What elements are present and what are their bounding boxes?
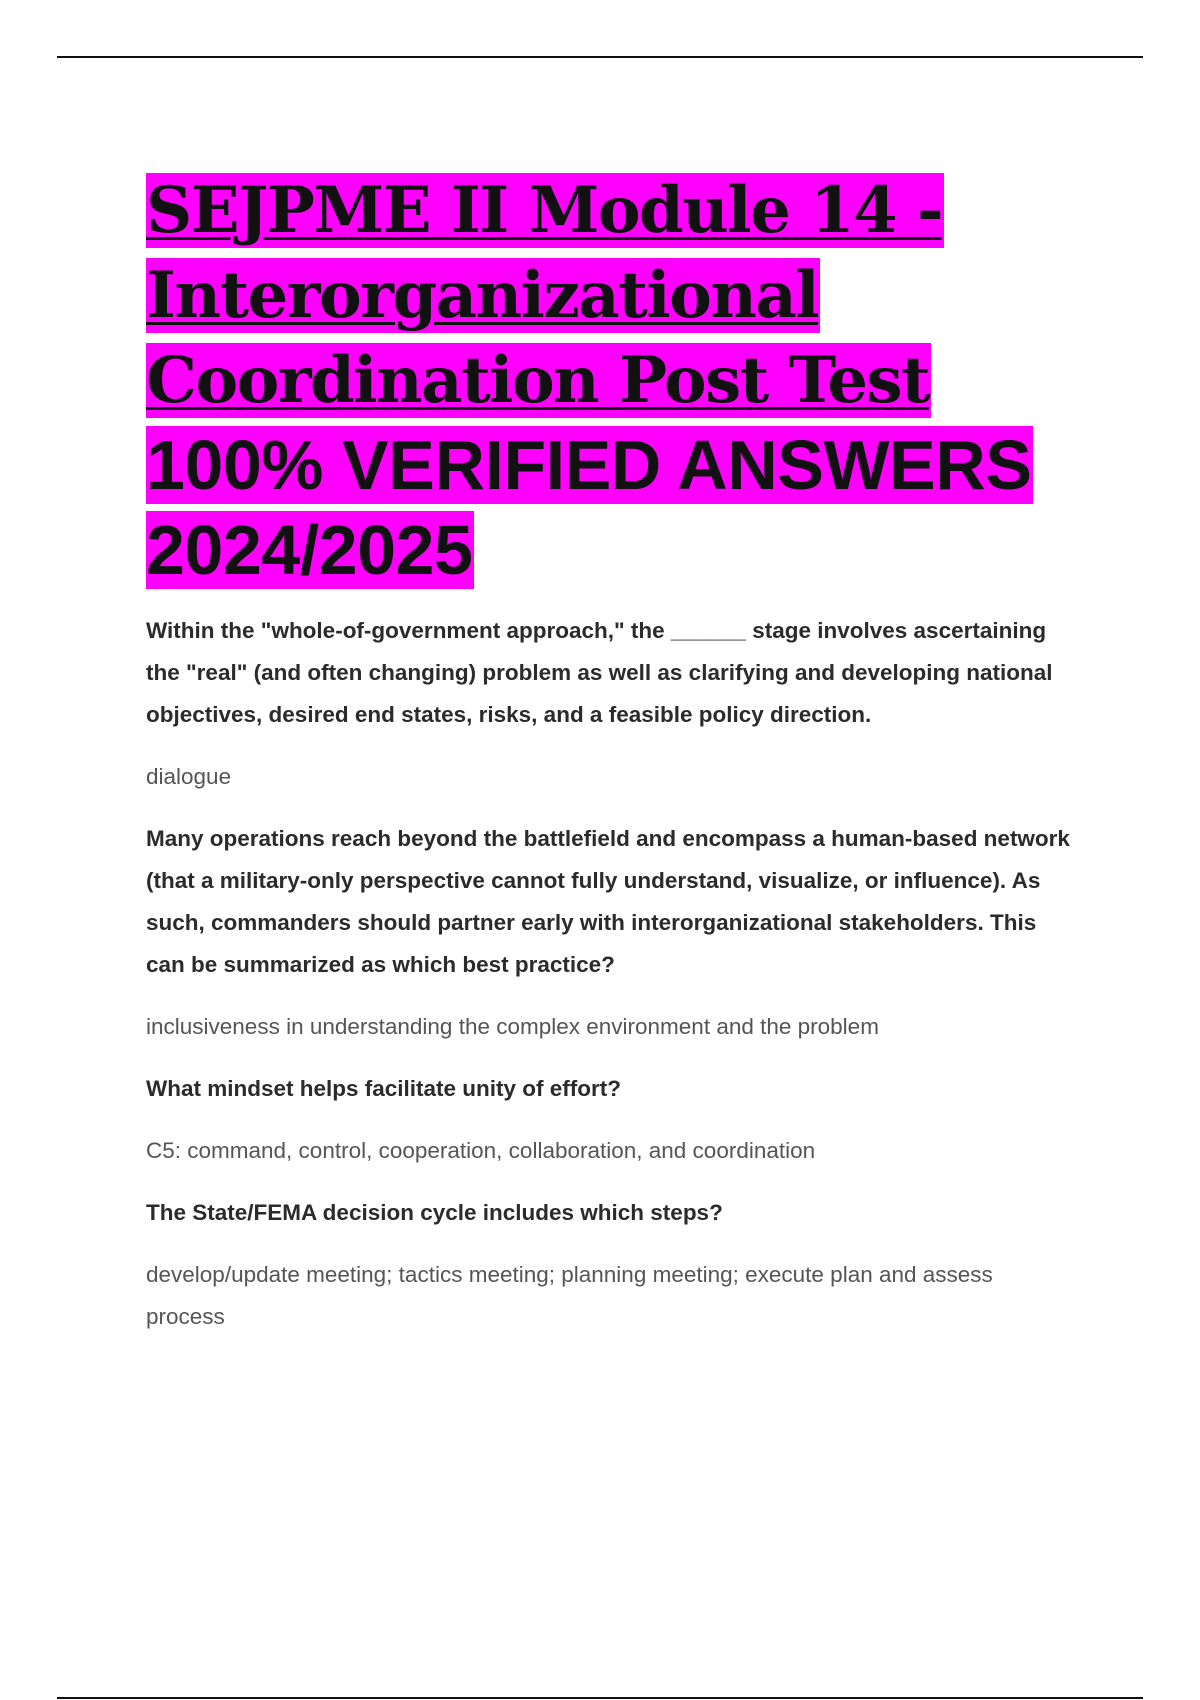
question-4: The State/FEMA decision cycle includes which steps? [146, 1200, 723, 1225]
answer-1: dialogue [146, 764, 232, 789]
title-line-1: SEJPME II Module 14 - [146, 173, 942, 248]
answer-4: develop/update meeting; tactics meeting; planning meeting; execute plan and assess process [146, 1262, 993, 1329]
question-answer-list [146, 610, 1076, 1358]
title-line-5: 2024/2025 [146, 511, 473, 589]
answer-2: inclusiveness in understanding the complex environment and the problem [146, 1014, 879, 1039]
question-1: Within the "whole-of-government approach," the ______ stage involves ascertaining the "real" (and often changing) problem as well as clarifying and developing national objectives, desired end states, risks, and a feasible policy direction. [146, 618, 1053, 727]
title-line-2-wrap [146, 253, 1086, 338]
title-line-3: Coordination Post Test [146, 343, 930, 418]
title-line-2: Interorganizational [146, 258, 819, 333]
question-2: Many operations reach beyond the battlefield and encompass a human-based network (that a military-only perspective cannot fully understand, visualize, or influence). As such, commanders should partner early with interorganizational stakeholders. This can be summarized as which best practice? [146, 826, 1070, 977]
answer-3: C5: command, control, cooperation, collaboration, and coordination [146, 1138, 816, 1163]
question-3: What mindset helps facilitate unity of effort? [146, 1076, 622, 1101]
title-line-1-wrap [146, 168, 1086, 253]
document-title [146, 168, 1086, 593]
title-line-5-wrap [146, 508, 1086, 593]
title-line-3-wrap [146, 338, 1086, 423]
title-line-4-wrap [146, 423, 1086, 508]
top-rule [57, 56, 1143, 58]
title-line-4: 100% VERIFIED ANSWERS [146, 426, 1032, 504]
bottom-rule [57, 1697, 1143, 1699]
